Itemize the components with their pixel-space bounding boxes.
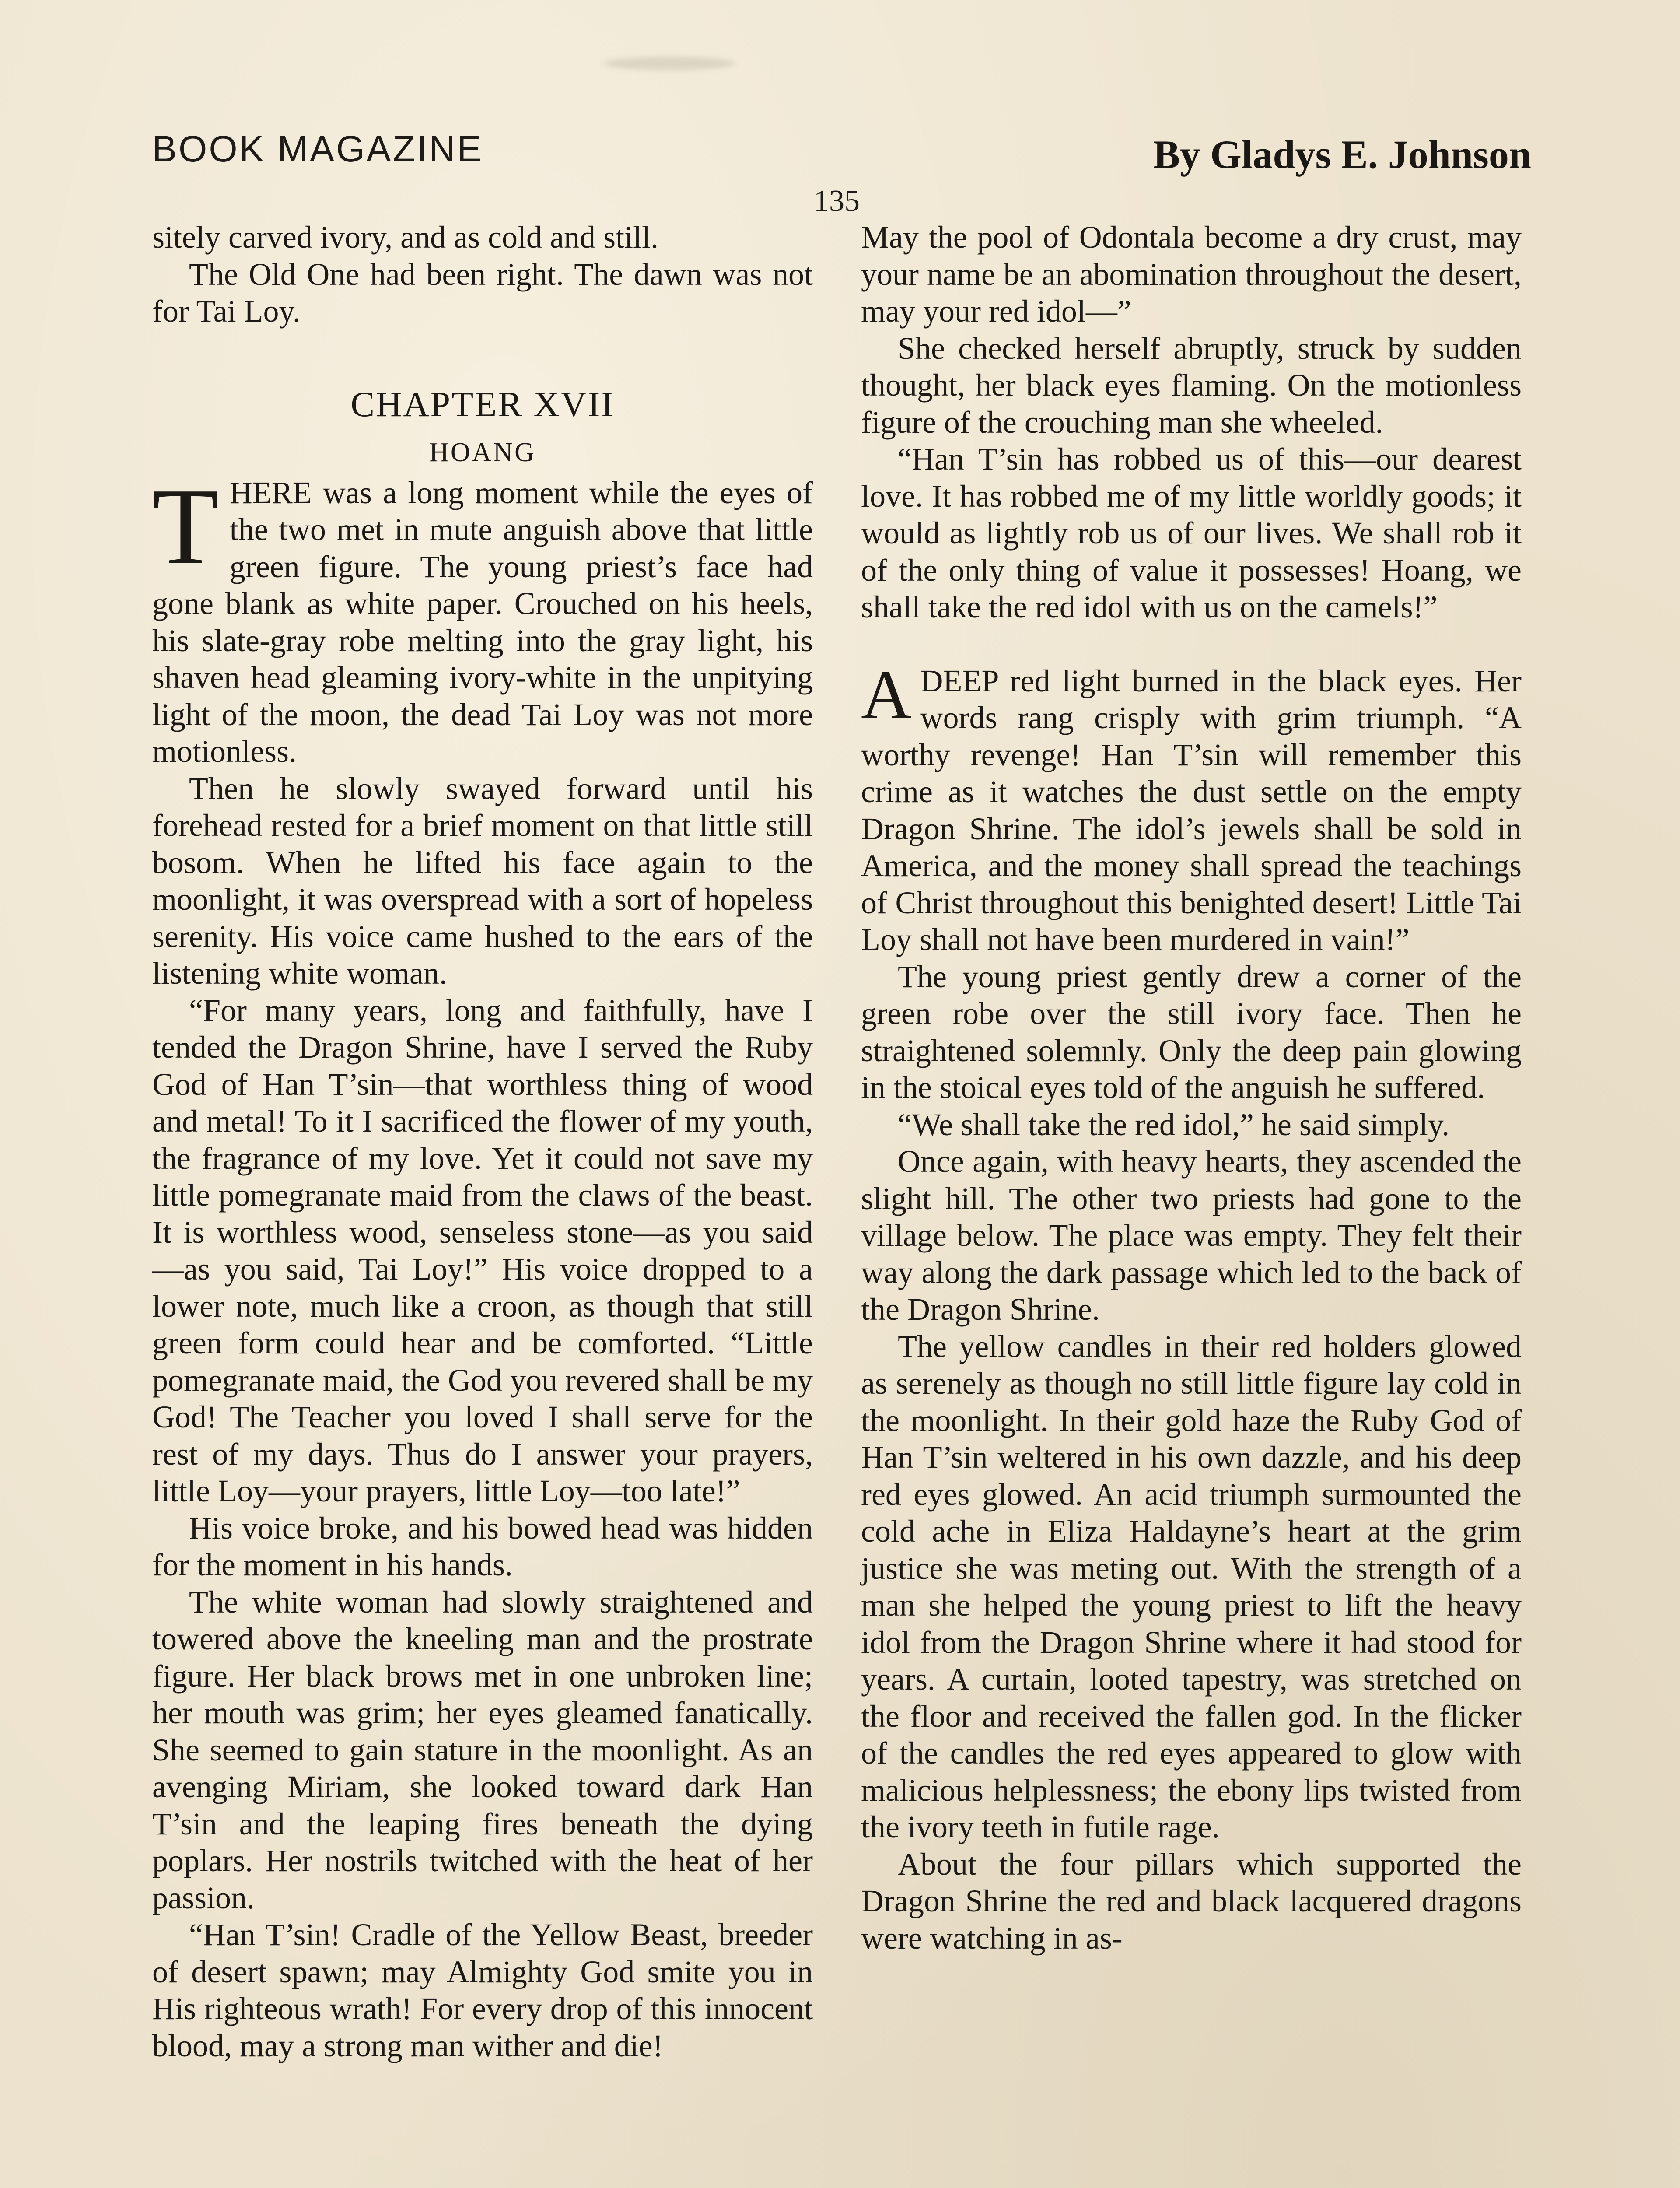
paragraph: “Han T’sin has robbed us of this—our dearest love. It has robbed me of my little worldly goods; it would as lightly rob us of our lives. We shall rob it of the only thing of value it possesses! Hoang, we shall take the red idol with us on the camels!” [861, 442, 1522, 624]
page-number: 135 [814, 184, 860, 218]
scene-break [861, 626, 1522, 663]
paragraph: Once again, with heavy hearts, they ascended the slight hill. The other two priests had gone to the village below. The place was empty. They felt their way along the dark passage which led to the back of the Dragon Shrine. [861, 1144, 1522, 1327]
paragraph-text: DEEP red light burned in the black eyes. Her words rang crisply with grim triumph. “A worthy revenge! Han T’sin will remember this crime as it watches the dust settle on the empty Dragon Shrine. The idol’s jewels shall be sold in America, and the money shall spread the teachings of Christ throughout this benighted desert! Little Tai Loy shall not have been murdered in vain!” [861, 663, 1522, 957]
paragraph: May the pool of Odontala become a dry crust, may your name be an abomination throughout the desert, may your red idol—” [861, 220, 1522, 329]
paragraph: The young priest gently drew a corner of the green robe over the still ivory face. Then he straightened solemnly. Only the deep pain glowing in the stoical eyes told of the anguish he suffered. [861, 959, 1522, 1105]
right-column [861, 219, 1522, 1957]
drop-cap-letter: T [152, 466, 219, 587]
paragraph: “We shall take the red idol,” he said simply. [898, 1107, 1450, 1142]
left-column [152, 219, 813, 2064]
paragraph: About the four pillars which supported the Dragon Shrine the red and black lacquered dragons were watching in as- [861, 1846, 1522, 1956]
drop-cap-letter: A [861, 655, 912, 733]
paragraph: The Old One had been right. The dawn was not for Tai Loy. [152, 256, 813, 329]
paragraph-text: HERE was a long moment while the eyes of the two met in mute anguish above that little green figure. The young priest’s face had gone blank as white paper. Crouched on his heels, his slate-gray robe melting into the gray light, his shaven head gleaming ivory-white in the unpitying light of the moon, the dead Tai Loy was not more motionless. [152, 475, 813, 769]
dropcap-paragraph [152, 466, 813, 770]
chapter-title: CHAPTER XVII [350, 384, 615, 424]
chapter-subtitle: HOANG [429, 437, 536, 467]
running-header-magazine: BOOK MAGAZINE [152, 128, 483, 169]
paragraph: “Han T’sin! Cradle of the Yellow Beast, breeder of desert spawn; may Almighty God smite you in His righteous wrath! For every drop of this innocent blood, may a strong man wither and die! [152, 1917, 813, 2063]
paragraph: sitely carved ivory, and as cold and still. [152, 220, 659, 255]
print-smudge [604, 57, 735, 70]
paragraph: The white woman had slowly straightened and towered above the kneeling man and the prostrate figure. Her black brows met in one unbroken line; her mouth was grim; her eyes gleamed fanatically. She seemed to gain stature in the moonlight. As an avenging Miriam, she looked toward dark Han T’sin and the leaping fires beneath the dying poplars. Her nostrils twitched with the heat of her passion. [152, 1584, 813, 1915]
dropcap-paragraph [861, 655, 1522, 958]
paragraph: His voice broke, and his bowed head was hidden for the moment in his hands. [152, 1510, 813, 1582]
running-header-byline: By Gladys E. Johnson [1153, 132, 1531, 177]
paragraph: “For many years, long and faithfully, have I tended the Dragon Shrine, have I served the Ruby God of Han T’sin—that worthless thing of wood and metal! To it I sacrificed the flower of my youth, the fragrance of my love. Yet it could not save my little pomegranate maid from the claws of the beast. It is worthless wood, senseless stone—as you said—as you said, Tai Loy!” His voice dropped to a lower note, much like a croon, as though that still green form could hear and be comforted. “Little pomegranate maid, the God you revered shall be my God! The Teacher you loved I shall serve for the rest of my days. Thus do I answer your prayers, little Loy—your prayers, little Loy—too late!” [152, 992, 813, 1508]
paragraph: The yellow candles in their red holders glowed as serenely as though no still little figure lay cold in the moonlight. In their gold haze the Ruby God of Han T’sin weltered in his own dazzle, and his deep red eyes glowed. An acid triumph surmounted the cold ache in Eliza Haldayne’s heart at the grim justice she was meting out. With the strength of a man she helped the young priest to lift the heavy idol from the Dragon Shrine where it had stood for years. A curtain, looted tapestry, was stretched on the floor and received the fallen god. In the flicker of the candles the red eyes appeared to glow with malicious helplessness; the ebony lips twisted from the ivory teeth in futile rage. [861, 1329, 1522, 1844]
paragraph: Then he slowly swayed forward until his forehead rested for a brief moment on that little still bosom. When he lifted his face again to the moonlight, it was overspread with a sort of hopeless serenity. His voice came hushed to the ears of the listening white woman. [152, 771, 813, 991]
paragraph: She checked herself abruptly, struck by sudden thought, her black eyes flaming. On the motionless figure of the crouching man she wheeled. [861, 330, 1522, 440]
